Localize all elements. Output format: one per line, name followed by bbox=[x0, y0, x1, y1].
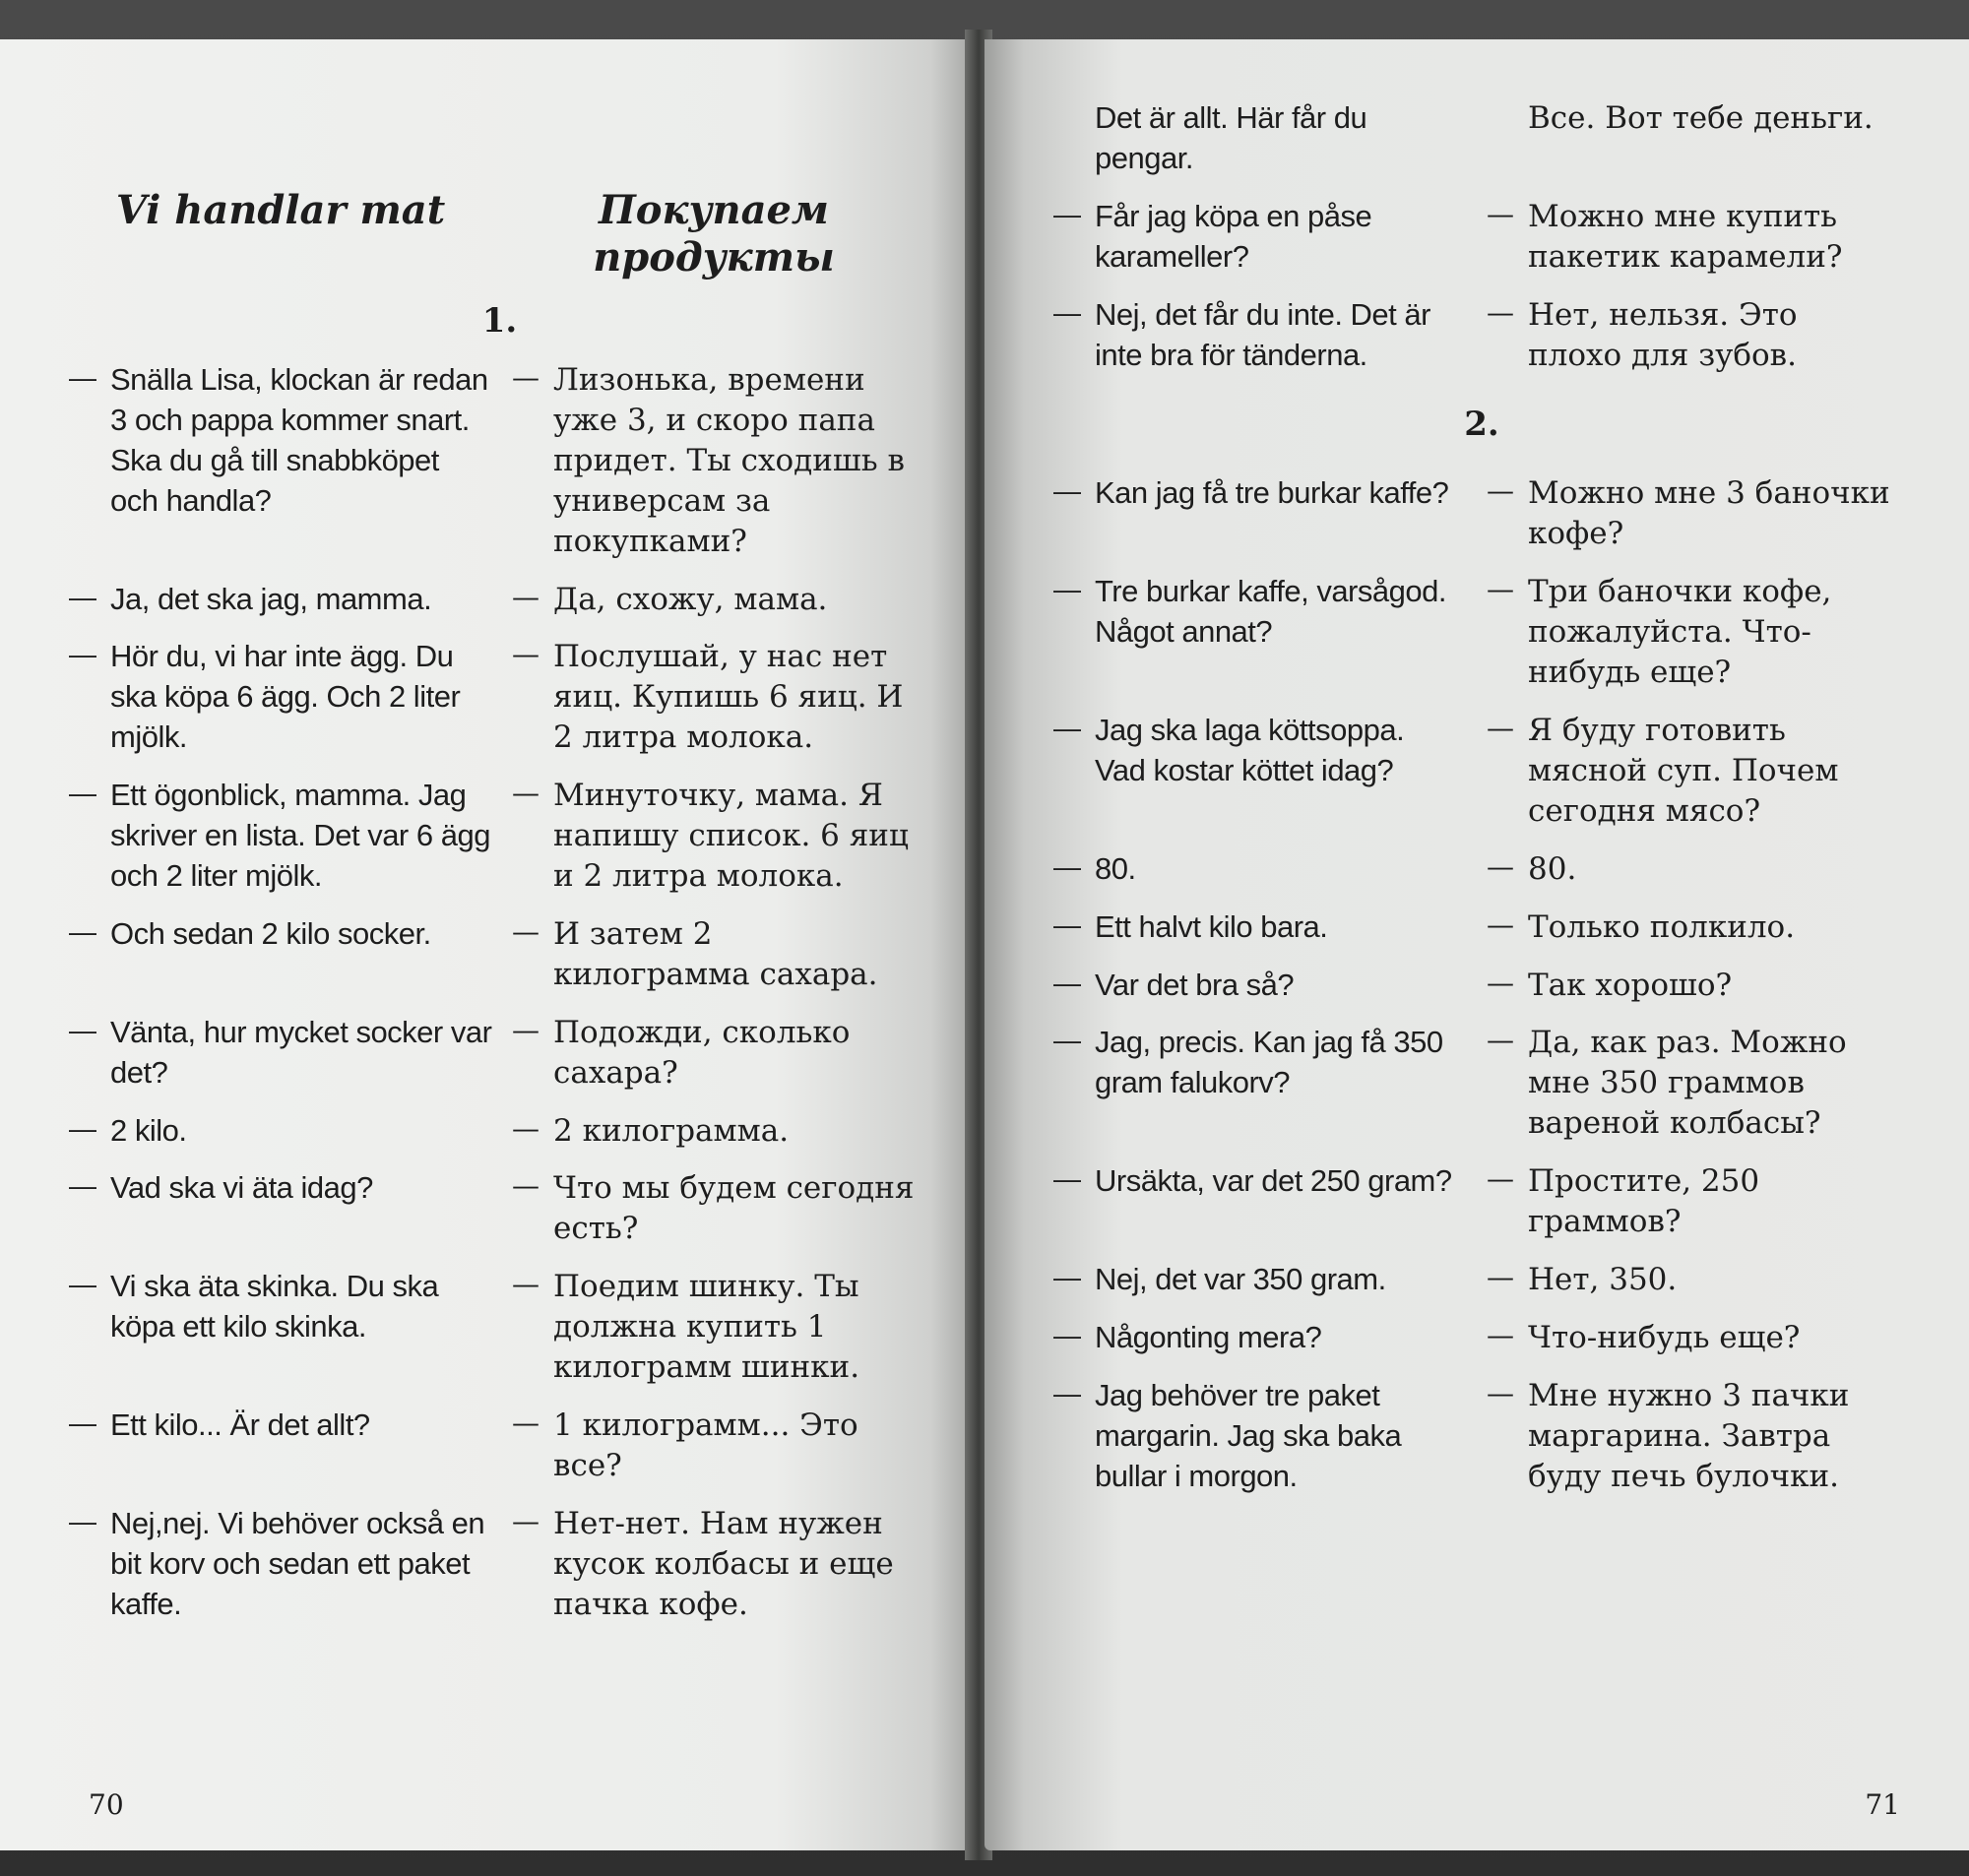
russian-text: Да, схожу, мама. bbox=[553, 581, 828, 617]
swedish-line bbox=[1053, 711, 1457, 832]
dialogue-dash: — bbox=[1487, 1024, 1514, 1057]
dialogue-dash: — bbox=[69, 581, 96, 612]
title-russian: Покупаем продукты bbox=[593, 187, 835, 281]
dialogue-row bbox=[1053, 711, 1910, 832]
russian-text: Можно мне купить пакетик карамели? bbox=[1528, 198, 1843, 275]
russian-line bbox=[1487, 1260, 1900, 1300]
dialogue-dash: — bbox=[1053, 1377, 1081, 1408]
russian-line bbox=[1487, 1376, 1900, 1497]
dialogue-dash: — bbox=[69, 1269, 96, 1300]
dialogue-dash: — bbox=[1053, 712, 1081, 743]
russian-text: Только полкило. bbox=[1528, 908, 1796, 945]
dialogue-dash: — bbox=[69, 778, 96, 809]
dialogue-row bbox=[1053, 1318, 1910, 1358]
swedish-text: Hör du, vi har inte ägg. Du ska köpa 6 ägg. Och 2 liter mjölk. bbox=[110, 639, 461, 755]
russian-line bbox=[1487, 572, 1900, 693]
right-dialogue bbox=[1053, 473, 1910, 1496]
left-page-titles bbox=[69, 187, 930, 281]
swedish-line bbox=[1053, 473, 1457, 554]
swedish-line bbox=[1053, 966, 1457, 1006]
swedish-text: Och sedan 2 kilo socker. bbox=[110, 915, 431, 951]
swedish-line bbox=[1053, 197, 1457, 278]
left-dialogue bbox=[69, 360, 930, 1624]
russian-line bbox=[512, 1168, 916, 1249]
right-dialogue-top bbox=[1053, 98, 1910, 375]
swedish-text: Ja, det ska jag, mamma. bbox=[110, 581, 432, 616]
dialogue-row bbox=[69, 580, 930, 620]
russian-text: 80. bbox=[1528, 850, 1577, 887]
russian-line bbox=[512, 1504, 916, 1625]
dialogue-dash: — bbox=[512, 1406, 540, 1439]
dialogue-dash: — bbox=[1053, 475, 1081, 507]
russian-text: Я буду готовить мясной суп. Почем сегодня мясо? bbox=[1528, 712, 1839, 829]
dialogue-dash: — bbox=[1487, 1162, 1514, 1196]
dialogue-row bbox=[1053, 966, 1910, 1006]
dialogue-dash: — bbox=[1053, 1025, 1081, 1056]
russian-text: Что мы будем сегодня есть? bbox=[553, 1170, 915, 1247]
russian-text: Простите, 250 граммов? bbox=[1528, 1163, 1760, 1240]
dialogue-row bbox=[1053, 849, 1910, 890]
russian-text: Лизонька, времени уже 3, и скоро папа придет. Ты сходишь в универсам за покупками? bbox=[553, 362, 905, 559]
dialogue-dash: — bbox=[512, 638, 540, 671]
russian-line bbox=[1487, 1161, 1900, 1242]
russian-text: И затем 2 килограмма сахара. bbox=[553, 915, 878, 992]
swedish-line bbox=[69, 1013, 492, 1094]
russian-line bbox=[512, 1267, 916, 1388]
dialogue-dash: — bbox=[512, 361, 540, 394]
swedish-text: Ursäkta, var det 250 gram? bbox=[1095, 1163, 1452, 1199]
swedish-line bbox=[1053, 1376, 1457, 1497]
section-number-2: 2. bbox=[1464, 405, 1499, 445]
russian-text: Нет, 350. bbox=[1528, 1261, 1678, 1297]
swedish-text: Nej, det får du inte. Det är inte bra för tänderna. bbox=[1095, 296, 1430, 372]
swedish-line bbox=[69, 1504, 492, 1625]
swedish-text: Vi ska äta skinka. Du ska köpa ett kilo skinka. bbox=[110, 1269, 439, 1344]
dialogue-dash: — bbox=[1487, 849, 1514, 883]
dialogue-dash: — bbox=[1053, 908, 1081, 940]
dialogue-row bbox=[69, 1013, 930, 1094]
dialogue-row bbox=[69, 360, 930, 562]
dialogue-dash: — bbox=[69, 639, 96, 670]
russian-text: Три баночки кофе, пожалуйста. Что-нибудь еще? bbox=[1528, 574, 1832, 691]
swedish-line bbox=[1053, 1260, 1457, 1300]
russian-text: Что-нибудь еще? bbox=[1528, 1319, 1801, 1355]
russian-text: Поедим шинку. Ты должна купить 1 килограмм шинки. bbox=[553, 1269, 860, 1386]
russian-line bbox=[1487, 966, 1900, 1006]
russian-line bbox=[512, 1406, 916, 1486]
russian-text: Мне нужно 3 пачки маргарина. Завтра буду печь булочки. bbox=[1528, 1377, 1850, 1494]
swedish-text: Nej, det var 350 gram. bbox=[1095, 1261, 1386, 1296]
dialogue-dash: — bbox=[1487, 474, 1514, 508]
swedish-line bbox=[1053, 1023, 1457, 1144]
russian-line bbox=[1487, 849, 1900, 890]
swedish-text: Jag ska laga köttsoppa. Vad kostar köttet idag? bbox=[1095, 712, 1405, 787]
dialogue-dash: — bbox=[512, 1111, 540, 1145]
russian-line bbox=[1487, 1023, 1900, 1144]
dialogue-row bbox=[69, 1168, 930, 1249]
swedish-text: Ett ögonblick, mamma. Jag skriver en lista. Det var 6 ägg och 2 liter mjölk. bbox=[110, 778, 490, 893]
swedish-text: Var det bra så? bbox=[1095, 967, 1295, 1002]
russian-line bbox=[1487, 295, 1900, 376]
swedish-line bbox=[1053, 849, 1457, 890]
dialogue-dash: — bbox=[512, 580, 540, 613]
dialogue-row bbox=[1053, 1161, 1910, 1242]
title-swedish: Vi handlar mat bbox=[115, 187, 446, 233]
russian-line bbox=[512, 914, 916, 995]
swedish-line bbox=[1053, 295, 1457, 376]
dialogue-dash: — bbox=[1053, 198, 1081, 229]
russian-text: 1 килограмм... Это все? bbox=[553, 1407, 858, 1483]
dialogue-dash: — bbox=[69, 362, 96, 393]
swedish-text: Snälla Lisa, klockan är redan 3 och pappa kommer snart. Ska du gå till snabbköpet och handla? bbox=[110, 362, 488, 518]
dialogue-dash: — bbox=[69, 1112, 96, 1144]
swedish-line bbox=[69, 360, 492, 562]
dialogue-row bbox=[69, 914, 930, 995]
russian-text: Можно мне 3 баночки кофе? bbox=[1528, 475, 1890, 552]
dialogue-dash: — bbox=[1487, 197, 1514, 230]
russian-text: Минуточку, мама. Я напишу список. 6 яиц и 2 литра молока. bbox=[553, 778, 909, 894]
swedish-text: Nej,nej. Vi behöver också en bit korv och sedan ett paket kaffe. bbox=[110, 1505, 485, 1621]
swedish-line bbox=[1053, 98, 1457, 179]
dialogue-dash: — bbox=[512, 777, 540, 810]
dialogue-dash: — bbox=[1053, 1163, 1081, 1195]
swedish-text: Vad ska vi äta idag? bbox=[110, 1170, 373, 1206]
dialogue-dash: — bbox=[1053, 574, 1081, 605]
swedish-line bbox=[69, 1267, 492, 1388]
russian-text: Послушай, у нас нет яиц. Купишь 6 яиц. И 2 литра молока. bbox=[553, 639, 904, 756]
swedish-text: Jag behöver tre paket margarin. Jag ska baka bullar i morgon. bbox=[1095, 1377, 1402, 1493]
dialogue-dash: — bbox=[69, 1505, 96, 1536]
russian-text: 2 килограмма. bbox=[553, 1112, 790, 1149]
swedish-text: Tre burkar kaffe, varsågod. Något annat? bbox=[1095, 574, 1446, 650]
swedish-text: 80. bbox=[1095, 850, 1136, 886]
russian-text: Да, как раз. Можно мне 350 граммов вареной колбасы? bbox=[1528, 1025, 1847, 1142]
dialogue-dash: — bbox=[1053, 1319, 1081, 1350]
russian-line bbox=[512, 776, 916, 897]
dialogue-row bbox=[1053, 1376, 1910, 1497]
swedish-text: Kan jag få tre burkar kaffe? bbox=[1095, 475, 1449, 511]
dialogue-dash: — bbox=[1053, 850, 1081, 882]
russian-text: Все. Вот тебе деньги. bbox=[1528, 100, 1874, 136]
dialogue-dash: — bbox=[1053, 296, 1081, 328]
dialogue-row bbox=[1053, 295, 1910, 376]
swedish-line bbox=[1053, 907, 1457, 948]
dialogue-dash: — bbox=[1053, 967, 1081, 998]
dialogue-dash: — bbox=[1487, 1318, 1514, 1351]
russian-line bbox=[512, 1013, 916, 1094]
dialogue-row bbox=[69, 1111, 930, 1152]
dialogue-row bbox=[69, 637, 930, 758]
swedish-text: Vänta, hur mycket socker var det? bbox=[110, 1014, 492, 1090]
dialogue-row bbox=[1053, 572, 1910, 693]
dialogue-dash: — bbox=[1487, 907, 1514, 941]
dialogue-row bbox=[1053, 907, 1910, 948]
russian-text: Так хорошо? bbox=[1528, 967, 1733, 1003]
left-page bbox=[0, 39, 970, 1850]
page-number-left: 70 bbox=[89, 1788, 124, 1821]
swedish-text: 2 kilo. bbox=[110, 1112, 187, 1148]
russian-line bbox=[1487, 98, 1900, 179]
dialogue-row bbox=[1053, 197, 1910, 278]
swedish-text: Ett halvt kilo bara. bbox=[1095, 908, 1328, 944]
swedish-line bbox=[1053, 572, 1457, 693]
dialogue-row bbox=[69, 1406, 930, 1486]
russian-line bbox=[512, 580, 916, 620]
swedish-text: Någonting mera? bbox=[1095, 1319, 1322, 1354]
russian-line bbox=[512, 637, 916, 758]
dialogue-dash: — bbox=[69, 915, 96, 947]
russian-line bbox=[1487, 907, 1900, 948]
page-number-right: 71 bbox=[1865, 1788, 1900, 1821]
dialogue-dash: — bbox=[1053, 1261, 1081, 1292]
dialogue-dash: — bbox=[512, 1169, 540, 1203]
dialogue-dash: — bbox=[512, 914, 540, 948]
russian-line bbox=[1487, 197, 1900, 278]
swedish-text: Får jag köpa en påse karameller? bbox=[1095, 198, 1372, 274]
dialogue-row bbox=[69, 776, 930, 897]
dialogue-dash: — bbox=[1487, 966, 1514, 999]
dialogue-dash: — bbox=[69, 1170, 96, 1202]
dialogue-dash: — bbox=[1487, 573, 1514, 606]
dialogue-dash: — bbox=[512, 1504, 540, 1537]
dialogue-dash: — bbox=[512, 1268, 540, 1301]
swedish-line bbox=[69, 914, 492, 995]
russian-text: Подожди, сколько сахара? bbox=[553, 1014, 851, 1091]
swedish-text: Jag, precis. Kan jag få 350 gram falukorv? bbox=[1095, 1025, 1443, 1100]
russian-text: Нет, нельзя. Это плохо для зубов. bbox=[1528, 296, 1798, 373]
swedish-line bbox=[1053, 1161, 1457, 1242]
dialogue-row bbox=[69, 1267, 930, 1388]
russian-line bbox=[512, 360, 916, 562]
right-page bbox=[984, 39, 1969, 1850]
russian-line bbox=[1487, 711, 1900, 832]
dialogue-dash: — bbox=[1487, 1376, 1514, 1409]
swedish-text: Det är allt. Här får du pengar. bbox=[1095, 100, 1367, 175]
dialogue-row bbox=[1053, 98, 1910, 179]
swedish-line bbox=[69, 637, 492, 758]
swedish-line bbox=[69, 776, 492, 897]
russian-text: Нет-нет. Нам нужен кусок колбасы и еще пачка кофе. bbox=[553, 1505, 894, 1622]
swedish-line bbox=[69, 1111, 492, 1152]
dialogue-dash: — bbox=[69, 1014, 96, 1045]
dialogue-row bbox=[1053, 1023, 1910, 1144]
dialogue-row bbox=[1053, 473, 1910, 554]
dialogue-dash: — bbox=[69, 1407, 96, 1438]
russian-line bbox=[512, 1111, 916, 1152]
russian-line bbox=[1487, 473, 1900, 554]
dialogue-dash: — bbox=[1487, 1260, 1514, 1293]
dialogue-row bbox=[69, 1504, 930, 1625]
section-number-1: 1. bbox=[481, 301, 518, 341]
dialogue-dash: — bbox=[1487, 711, 1514, 744]
swedish-line bbox=[69, 1406, 492, 1486]
swedish-text: Ett kilo... Är det allt? bbox=[110, 1407, 370, 1442]
dialogue-dash: — bbox=[1487, 295, 1514, 329]
swedish-line bbox=[1053, 1318, 1457, 1358]
swedish-line bbox=[69, 580, 492, 620]
dialogue-dash: — bbox=[512, 1013, 540, 1046]
swedish-line bbox=[69, 1168, 492, 1249]
russian-line bbox=[1487, 1318, 1900, 1358]
dialogue-row bbox=[1053, 1260, 1910, 1300]
